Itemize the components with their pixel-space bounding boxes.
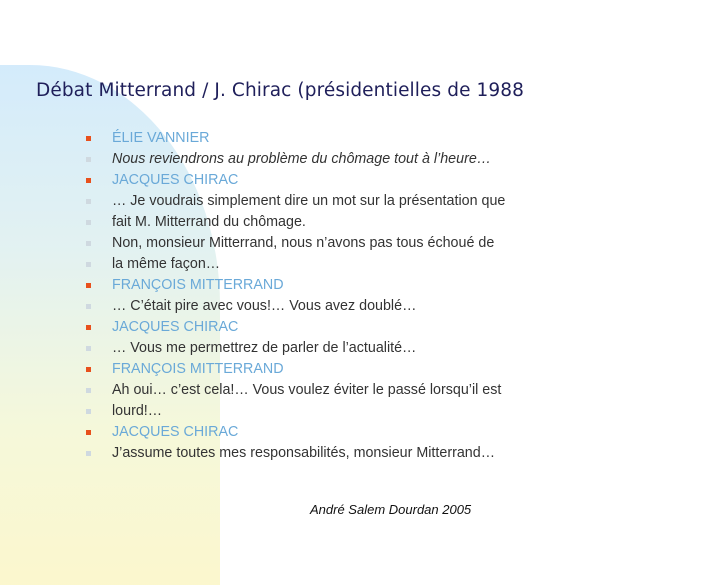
- line-text: J’assume toutes mes responsabilités, monsieur Mitterrand…: [112, 445, 495, 461]
- speaker-line: [86, 128, 556, 149]
- line-text: Ah oui… c’est cela!… Vous voulez éviter le passé lorsqu’il est: [112, 382, 502, 398]
- line-text: FRANÇOIS MITTERRAND: [112, 361, 284, 377]
- slide-title: Débat Mitterrand / J. Chirac (présidentielles de 1988: [36, 80, 525, 101]
- line-text: Non, monsieur Mitterrand, nous n’avons pas tous échoué de: [112, 235, 495, 251]
- bullet-square-icon: [86, 388, 91, 393]
- dialogue-line: [86, 380, 556, 401]
- bullet-square-icon: [86, 430, 91, 435]
- line-text: … C’était pire avec vous!… Vous avez doublé…: [112, 298, 417, 314]
- line-text: JACQUES CHIRAC: [112, 319, 239, 335]
- line-text: Nous reviendrons au problème du chômage tout à l’heure…: [112, 151, 492, 167]
- line-text: … Je voudrais simplement dire un mot sur la présentation que: [112, 193, 506, 209]
- speaker-line: [86, 359, 556, 380]
- dialogue-line: [86, 191, 556, 212]
- bullet-square-icon: [86, 367, 91, 372]
- line-text: JACQUES CHIRAC: [112, 172, 239, 188]
- speaker-line: [86, 422, 556, 443]
- transcript-list: [86, 128, 556, 464]
- line-text: … Vous me permettrez de parler de l’actualité…: [112, 340, 417, 356]
- bullet-square-icon: [86, 304, 91, 309]
- bullet-square-icon: [86, 409, 91, 414]
- line-text: la même façon…: [112, 256, 221, 272]
- line-text: fait M. Mitterrand du chômage.: [112, 214, 306, 230]
- dialogue-line: [86, 254, 556, 275]
- speaker-line: [86, 170, 556, 191]
- bullet-square-icon: [86, 136, 91, 141]
- speaker-line: [86, 275, 556, 296]
- dialogue-line: [86, 401, 556, 422]
- bullet-square-icon: [86, 178, 91, 183]
- dialogue-line: [86, 233, 556, 254]
- bullet-square-icon: [86, 241, 91, 246]
- bullet-square-icon: [86, 451, 91, 456]
- bullet-square-icon: [86, 262, 91, 267]
- dialogue-line: [86, 296, 556, 317]
- bullet-square-icon: [86, 157, 91, 162]
- dialogue-line: [86, 149, 556, 170]
- speaker-line: [86, 317, 556, 338]
- bullet-square-icon: [86, 325, 91, 330]
- line-text: lourd!…: [112, 403, 163, 419]
- bullet-square-icon: [86, 220, 91, 225]
- dialogue-line: [86, 338, 556, 359]
- line-text: JACQUES CHIRAC: [112, 424, 239, 440]
- bullet-square-icon: [86, 199, 91, 204]
- bullet-square-icon: [86, 346, 91, 351]
- slide-footer: André Salem Dourdan 2005: [310, 502, 472, 517]
- dialogue-line: [86, 443, 556, 464]
- line-text: FRANÇOIS MITTERRAND: [112, 277, 284, 293]
- line-text: ÉLIE VANNIER: [112, 130, 210, 146]
- dialogue-line: [86, 212, 556, 233]
- bullet-square-icon: [86, 283, 91, 288]
